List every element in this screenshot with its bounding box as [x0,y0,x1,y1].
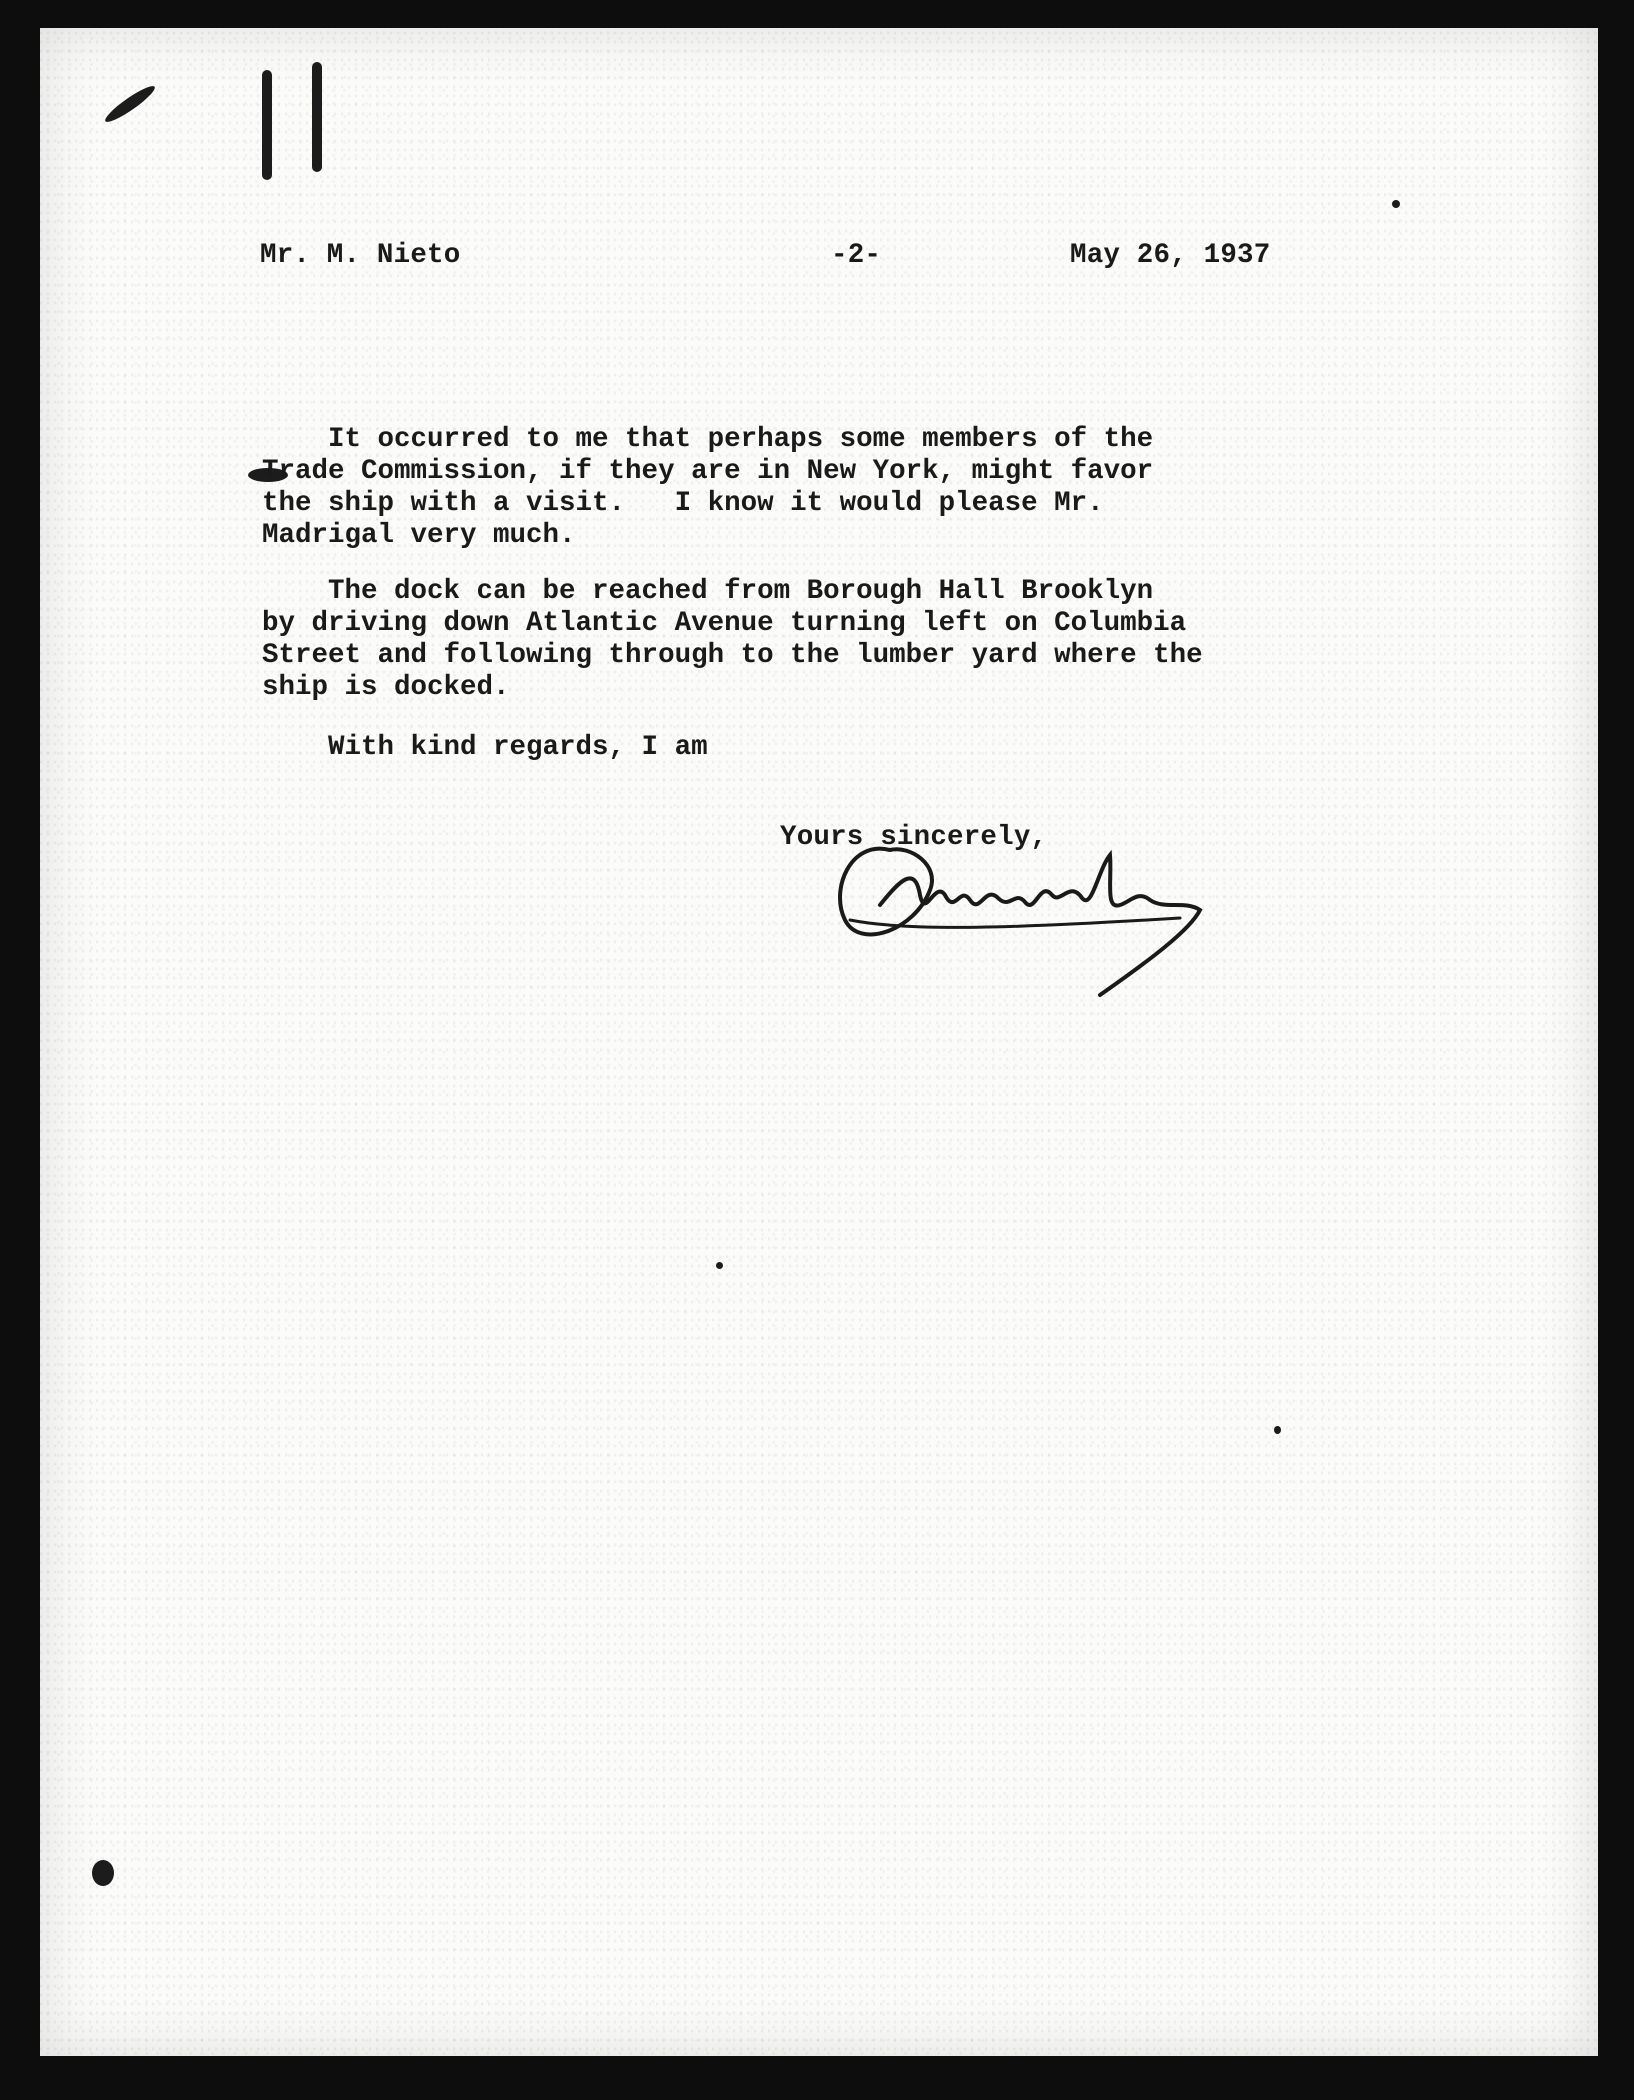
text-line: It occurred to me that perhaps some members of the [262,424,1154,455]
text-line: The dock can be reached from Borough Hall Brooklyn [262,576,1154,607]
page-number: -2- [831,240,882,271]
handwritten-signature [820,810,1220,1020]
ink-mark [312,62,322,172]
text-line: ship is docked. [262,672,510,703]
text-line: by driving down Atlantic Avenue turning left on Columbia [262,608,1187,639]
ink-mark [92,1860,114,1886]
ink-mark [262,70,272,180]
paragraph [262,576,1322,704]
letter-page [40,28,1598,2056]
recipient-name: Mr. M. Nieto [260,240,461,271]
text-line: Madrigal very much. [262,520,576,551]
letter-date: May 26, 1937 [1070,240,1271,271]
ink-mark [1274,1426,1281,1434]
text-line: the ship with a visit. I know it would please Mr. [262,488,1104,519]
text-line: Street and following through to the lumber yard where the [262,640,1203,671]
paragraph [262,732,1322,764]
paragraph [262,424,1322,552]
text-line: Trade Commission, if they are in New York, might favor [262,456,1154,487]
text-line: With kind regards, I am [262,732,708,763]
ink-mark [716,1262,723,1269]
ink-mark [1392,200,1400,208]
ink-mark [102,82,158,126]
closing-salutation: Yours sincerely, [780,822,1048,853]
